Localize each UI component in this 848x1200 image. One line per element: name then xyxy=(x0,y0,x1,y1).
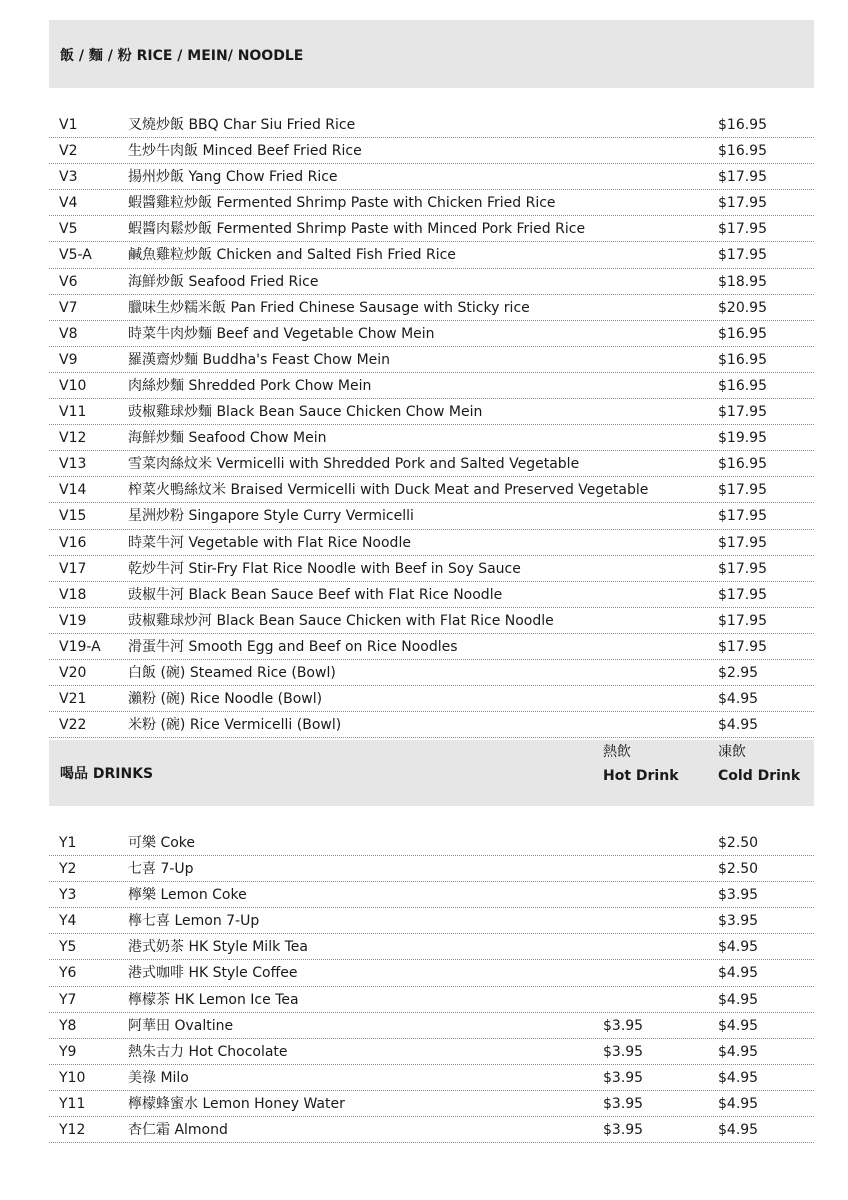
hot-drink-price: $3.95 xyxy=(603,1017,644,1034)
menu-item-row xyxy=(49,270,814,295)
item-name: 星洲炒粉 Singapore Style Curry Vermicelli xyxy=(128,508,414,525)
menu-item-row xyxy=(49,113,814,138)
item-name: 榨菜火鴨絲炆米 Braised Vermicelli with Duck Meat and Preserved Vegetable xyxy=(128,482,649,499)
item-code: V6 xyxy=(59,273,78,290)
cold-drink-price: $4.95 xyxy=(718,939,759,956)
item-code: Y11 xyxy=(59,1095,86,1112)
menu-item-row xyxy=(49,191,814,216)
item-code: V11 xyxy=(59,404,87,421)
item-price: $17.95 xyxy=(718,221,767,238)
cold-drink-price: $3.95 xyxy=(718,887,759,904)
item-code: Y7 xyxy=(59,991,77,1008)
item-price: $17.95 xyxy=(718,560,767,577)
item-price: $17.95 xyxy=(718,195,767,212)
item-price: $16.95 xyxy=(718,143,767,160)
menu-item-row xyxy=(49,296,814,321)
menu-item-row xyxy=(49,531,814,556)
cold-drink-price: $4.95 xyxy=(718,1095,759,1112)
cold-drink-price: $3.95 xyxy=(718,913,759,930)
item-code: Y8 xyxy=(59,1017,77,1034)
menu-item-row xyxy=(49,426,814,451)
menu-item-row xyxy=(49,322,814,347)
item-code: V2 xyxy=(59,143,78,160)
menu-item-row xyxy=(49,609,814,634)
menu-item-row xyxy=(49,1092,814,1117)
item-name: 揚州炒飯 Yang Chow Fried Rice xyxy=(128,169,338,186)
item-name: 時菜牛肉炒麵 Beef and Vegetable Chow Mein xyxy=(128,325,435,342)
item-name: 蝦醬肉鬆炒飯 Fermented Shrimp Paste with Minced Pork Fried Rice xyxy=(128,221,586,238)
item-name: 可樂 Coke xyxy=(128,835,196,851)
menu-item-row xyxy=(49,452,814,477)
item-code: Y12 xyxy=(59,1122,86,1139)
menu-item-row xyxy=(49,217,814,242)
item-name: 蝦醬雞粒炒飯 Fermented Shrimp Paste with Chicken Fried Rice xyxy=(128,195,556,212)
cold-drink-price: $2.50 xyxy=(718,835,759,851)
hot-drink-price: $3.95 xyxy=(603,1069,644,1086)
item-name: 羅漢齋炒麵 Buddha's Feast Chow Mein xyxy=(128,351,391,368)
item-price: $17.95 xyxy=(718,482,767,499)
menu-item-row xyxy=(49,478,814,503)
drinks-section-header xyxy=(49,740,814,806)
menu-item-row xyxy=(49,1118,814,1143)
cold-drink-price: $2.50 xyxy=(718,861,759,878)
item-name: 美祿 Milo xyxy=(128,1069,189,1086)
menu-item-row xyxy=(49,831,814,856)
rice-section-title: 飯 / 麵 / 粉 RICE / MEIN/ NOODLE xyxy=(60,48,304,64)
item-code: Y1 xyxy=(59,835,77,851)
rice-menu-list xyxy=(49,113,814,739)
item-name: 生炒牛肉飯 Minced Beef Fried Rice xyxy=(128,143,362,160)
item-name: 阿華田 Ovaltine xyxy=(128,1017,234,1034)
item-name: 雪菜肉絲炆米 Vermicelli with Shredded Pork and Salted Vegetable xyxy=(128,456,580,473)
menu-item-row xyxy=(49,713,814,738)
item-name: 時菜牛河 Vegetable with Flat Rice Noodle xyxy=(128,534,411,551)
item-name: 臘味生炒糯米飯 Pan Fried Chinese Sausage with Sticky rice xyxy=(128,299,530,316)
menu-item-row xyxy=(49,139,814,164)
menu-item-row xyxy=(49,857,814,882)
item-price: $17.95 xyxy=(718,169,767,186)
item-code: V7 xyxy=(59,299,78,316)
item-code: V9 xyxy=(59,351,78,368)
item-price: $16.95 xyxy=(718,117,767,133)
menu-item-row xyxy=(49,583,814,608)
item-name: 瀨粉 (碗) Rice Noodle (Bowl) xyxy=(128,691,323,708)
menu-item-row xyxy=(49,1066,814,1091)
item-name: 豉椒牛河 Black Bean Sauce Beef with Flat Rice Noodle xyxy=(128,586,503,603)
menu-item-row xyxy=(49,635,814,660)
menu-item-row xyxy=(49,348,814,373)
item-code: V16 xyxy=(59,534,87,551)
item-price: $4.95 xyxy=(718,691,759,708)
item-name: 港式咖啡 HK Style Coffee xyxy=(128,965,298,982)
item-code: V21 xyxy=(59,691,87,708)
cold-drink-price: $4.95 xyxy=(718,1069,759,1086)
item-price: $17.95 xyxy=(718,638,767,655)
item-name: 鹹魚雞粒炒飯 Chicken and Salted Fish Fried Rice xyxy=(128,247,456,264)
item-price: $17.95 xyxy=(718,612,767,629)
item-price: $4.95 xyxy=(718,717,759,734)
item-name: 乾炒牛河 Stir-Fry Flat Rice Noodle with Beef in Soy Sauce xyxy=(128,560,521,577)
item-price: $17.95 xyxy=(718,586,767,603)
drinks-section-title: 喝品 DRINKS xyxy=(60,766,154,782)
menu-item-row xyxy=(49,1040,814,1065)
item-code: V13 xyxy=(59,456,87,473)
hot-drink-price: $3.95 xyxy=(603,1122,644,1139)
menu-item-row xyxy=(49,504,814,529)
item-price: $16.95 xyxy=(718,325,767,342)
item-code: V10 xyxy=(59,377,87,394)
item-name: 米粉 (碗) Rice Vermicelli (Bowl) xyxy=(128,717,342,734)
item-price: $16.95 xyxy=(718,377,767,394)
item-price: $17.95 xyxy=(718,534,767,551)
item-name: 叉燒炒飯 BBQ Char Siu Fried Rice xyxy=(128,117,356,133)
item-code: V17 xyxy=(59,560,87,577)
cold-drink-column-header xyxy=(718,740,800,788)
drinks-menu-list xyxy=(49,831,814,1144)
menu-item-row xyxy=(49,165,814,190)
item-price: $2.95 xyxy=(718,664,759,681)
item-code: V5 xyxy=(59,221,78,238)
item-price: $16.95 xyxy=(718,351,767,368)
item-price: $18.95 xyxy=(718,273,767,290)
menu-item-row xyxy=(49,400,814,425)
item-code: V20 xyxy=(59,664,87,681)
item-code: V22 xyxy=(59,717,87,734)
menu-item-row xyxy=(49,883,814,908)
item-code: V1 xyxy=(59,117,78,133)
item-code: V18 xyxy=(59,586,87,603)
item-code: Y2 xyxy=(59,861,77,878)
item-code: Y6 xyxy=(59,965,77,982)
item-code: V19 xyxy=(59,612,87,629)
hot-drink-price: $3.95 xyxy=(603,1043,644,1060)
item-code: V15 xyxy=(59,508,87,525)
item-code: V14 xyxy=(59,482,87,499)
menu-item-row xyxy=(49,1014,814,1039)
cold-drink-label-zh: 凍飲 xyxy=(718,744,746,760)
item-price: $19.95 xyxy=(718,430,767,447)
item-price: $17.95 xyxy=(718,404,767,421)
hot-drink-column-header xyxy=(603,740,679,788)
item-name: 海鮮炒飯 Seafood Fried Rice xyxy=(128,273,319,290)
item-code: V3 xyxy=(59,169,78,186)
item-name: 港式奶茶 HK Style Milk Tea xyxy=(128,939,309,956)
item-price: $20.95 xyxy=(718,299,767,316)
menu-item-row xyxy=(49,961,814,986)
menu-item-row xyxy=(49,374,814,399)
cold-drink-price: $4.95 xyxy=(718,1122,759,1139)
rice-section-header xyxy=(49,20,814,88)
menu-item-row xyxy=(49,687,814,712)
item-code: Y4 xyxy=(59,913,77,930)
cold-drink-label-en: Cold Drink xyxy=(718,768,801,784)
cold-drink-price: $4.95 xyxy=(718,1017,759,1034)
hot-drink-label-en: Hot Drink xyxy=(603,768,679,784)
item-name: 熱朱古力 Hot Chocolate xyxy=(128,1043,288,1060)
hot-drink-label-zh: 熱飲 xyxy=(603,744,631,760)
item-name: 豉椒雞球炒麵 Black Bean Sauce Chicken Chow Mein xyxy=(128,404,483,421)
item-code: V5-A xyxy=(59,247,92,264)
item-code: Y9 xyxy=(59,1043,77,1060)
item-price: $16.95 xyxy=(718,456,767,473)
item-name: 肉絲炒麵 Shredded Pork Chow Mein xyxy=(128,377,372,394)
item-name: 海鮮炒麵 Seafood Chow Mein xyxy=(128,430,327,447)
item-price: $17.95 xyxy=(718,247,767,264)
item-name: 杏仁霜 Almond xyxy=(128,1122,228,1139)
item-code: Y10 xyxy=(59,1069,86,1086)
item-code: Y3 xyxy=(59,887,77,904)
hot-drink-price: $3.95 xyxy=(603,1095,644,1112)
item-name: 檸樂 Lemon Coke xyxy=(128,887,247,904)
item-code: V8 xyxy=(59,325,78,342)
menu-item-row xyxy=(49,243,814,268)
item-name: 滑蛋牛河 Smooth Egg and Beef on Rice Noodles xyxy=(128,638,458,655)
menu-item-row xyxy=(49,557,814,582)
item-code: V19-A xyxy=(59,638,101,655)
item-name: 檸檬蜂蜜水 Lemon Honey Water xyxy=(128,1095,345,1112)
cold-drink-price: $4.95 xyxy=(718,991,759,1008)
menu-item-row xyxy=(49,935,814,960)
item-name: 檸檬茶 HK Lemon Ice Tea xyxy=(128,991,299,1008)
item-price: $17.95 xyxy=(718,508,767,525)
item-name: 豉椒雞球炒河 Black Bean Sauce Chicken with Flat Rice Noodle xyxy=(128,612,554,629)
menu-item-row xyxy=(49,909,814,934)
item-name: 檸七喜 Lemon 7-Up xyxy=(128,913,260,930)
item-code: Y5 xyxy=(59,939,77,956)
item-name: 七喜 7-Up xyxy=(128,861,194,878)
cold-drink-price: $4.95 xyxy=(718,1043,759,1060)
cold-drink-price: $4.95 xyxy=(718,965,759,982)
item-code: V4 xyxy=(59,195,78,212)
menu-item-row xyxy=(49,661,814,686)
item-code: V12 xyxy=(59,430,87,447)
menu-item-row xyxy=(49,988,814,1013)
item-name: 白飯 (碗) Steamed Rice (Bowl) xyxy=(128,664,336,681)
